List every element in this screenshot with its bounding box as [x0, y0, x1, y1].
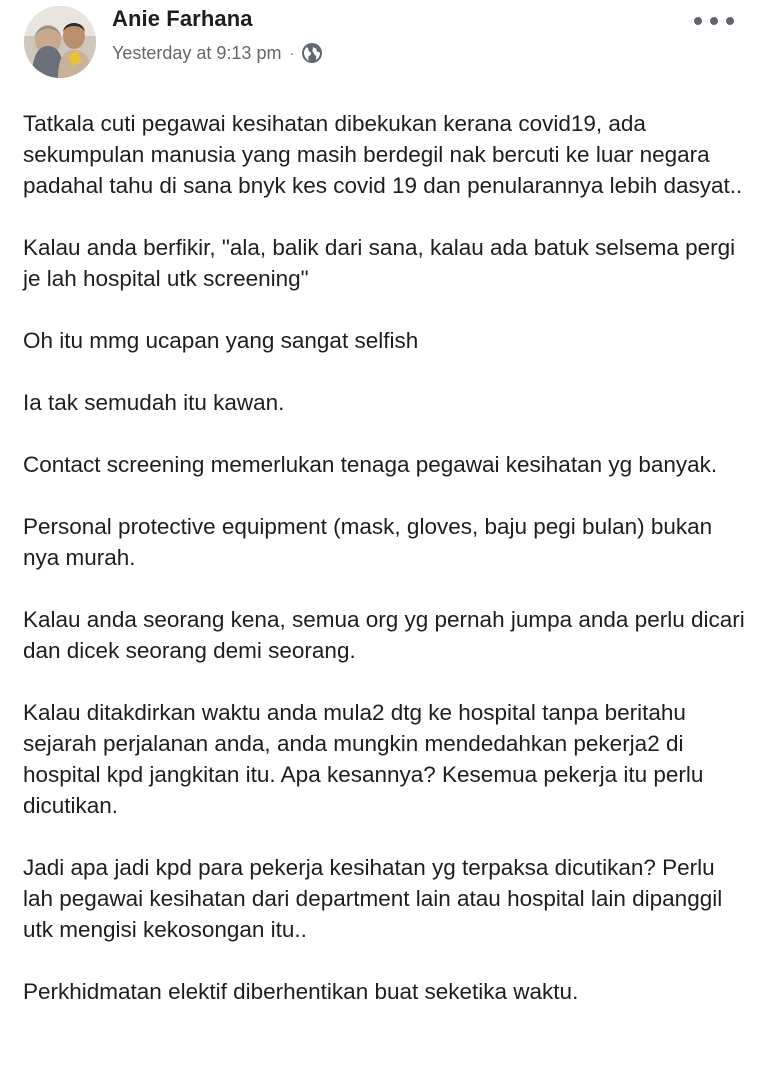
globe-icon[interactable] [301, 42, 323, 64]
post-paragraph: Tatkala cuti pegawai kesihatan dibekukan kerana covid19, ada sekumpulan manusia yang masih berdegil nak bercuti ke luar negara padahal tahu di sana bnyk kes covid 19 dan penularannya lebih dasyat.. [23, 111, 743, 198]
author-name[interactable]: Anie Farhana [112, 6, 253, 31]
post-paragraph: Personal protective equipment (mask, gloves, baju pegi bulan) bukan nya murah. [23, 514, 713, 570]
post-paragraph: Perkhidmatan elektif diberhentikan buat seketika waktu. [23, 979, 579, 1004]
post-body [23, 108, 748, 1038]
post-paragraph: Kalau anda seorang kena, semua org yg pernah jumpa anda perlu dicari dan dicek seorang demi seorang. [23, 607, 745, 663]
post-paragraph: Oh itu mmg ucapan yang sangat selfish [23, 328, 419, 353]
post-meta [112, 41, 323, 65]
timestamp[interactable]: Yesterday at 9:13 pm [112, 42, 282, 63]
post-paragraph: Jadi apa jadi kpd para pekerja kesihatan yg terpaksa dicutikan? Perlu lah pegawai kesihatan dari department lain atau hospital lain dipanggil utk mengisi kekosongan itu.. [23, 855, 723, 942]
post-paragraph: Kalau ditakdirkan waktu anda mula2 dtg ke hospital tanpa beritahu sejarah perjalanan anda, anda mungkin mendedahkan pekerja2 di hospital kpd jangkitan itu. Apa kesannya? Kesemua pekerja itu perlu dicutikan. [23, 700, 704, 818]
post-paragraph: Contact screening memerlukan tenaga pegawai kesihatan yg banyak. [23, 452, 718, 477]
post-paragraph: Kalau anda berfikir, "ala, balik dari sana, kalau ada batuk selsema pergi je lah hospital utk screening" [23, 235, 736, 291]
more-options-icon[interactable] [694, 10, 734, 32]
post-header [0, 0, 763, 90]
profile-photo [24, 6, 96, 78]
avatar[interactable] [24, 6, 96, 78]
post-paragraph: Ia tak semudah itu kawan. [23, 390, 285, 415]
meta-separator: · [289, 45, 295, 61]
